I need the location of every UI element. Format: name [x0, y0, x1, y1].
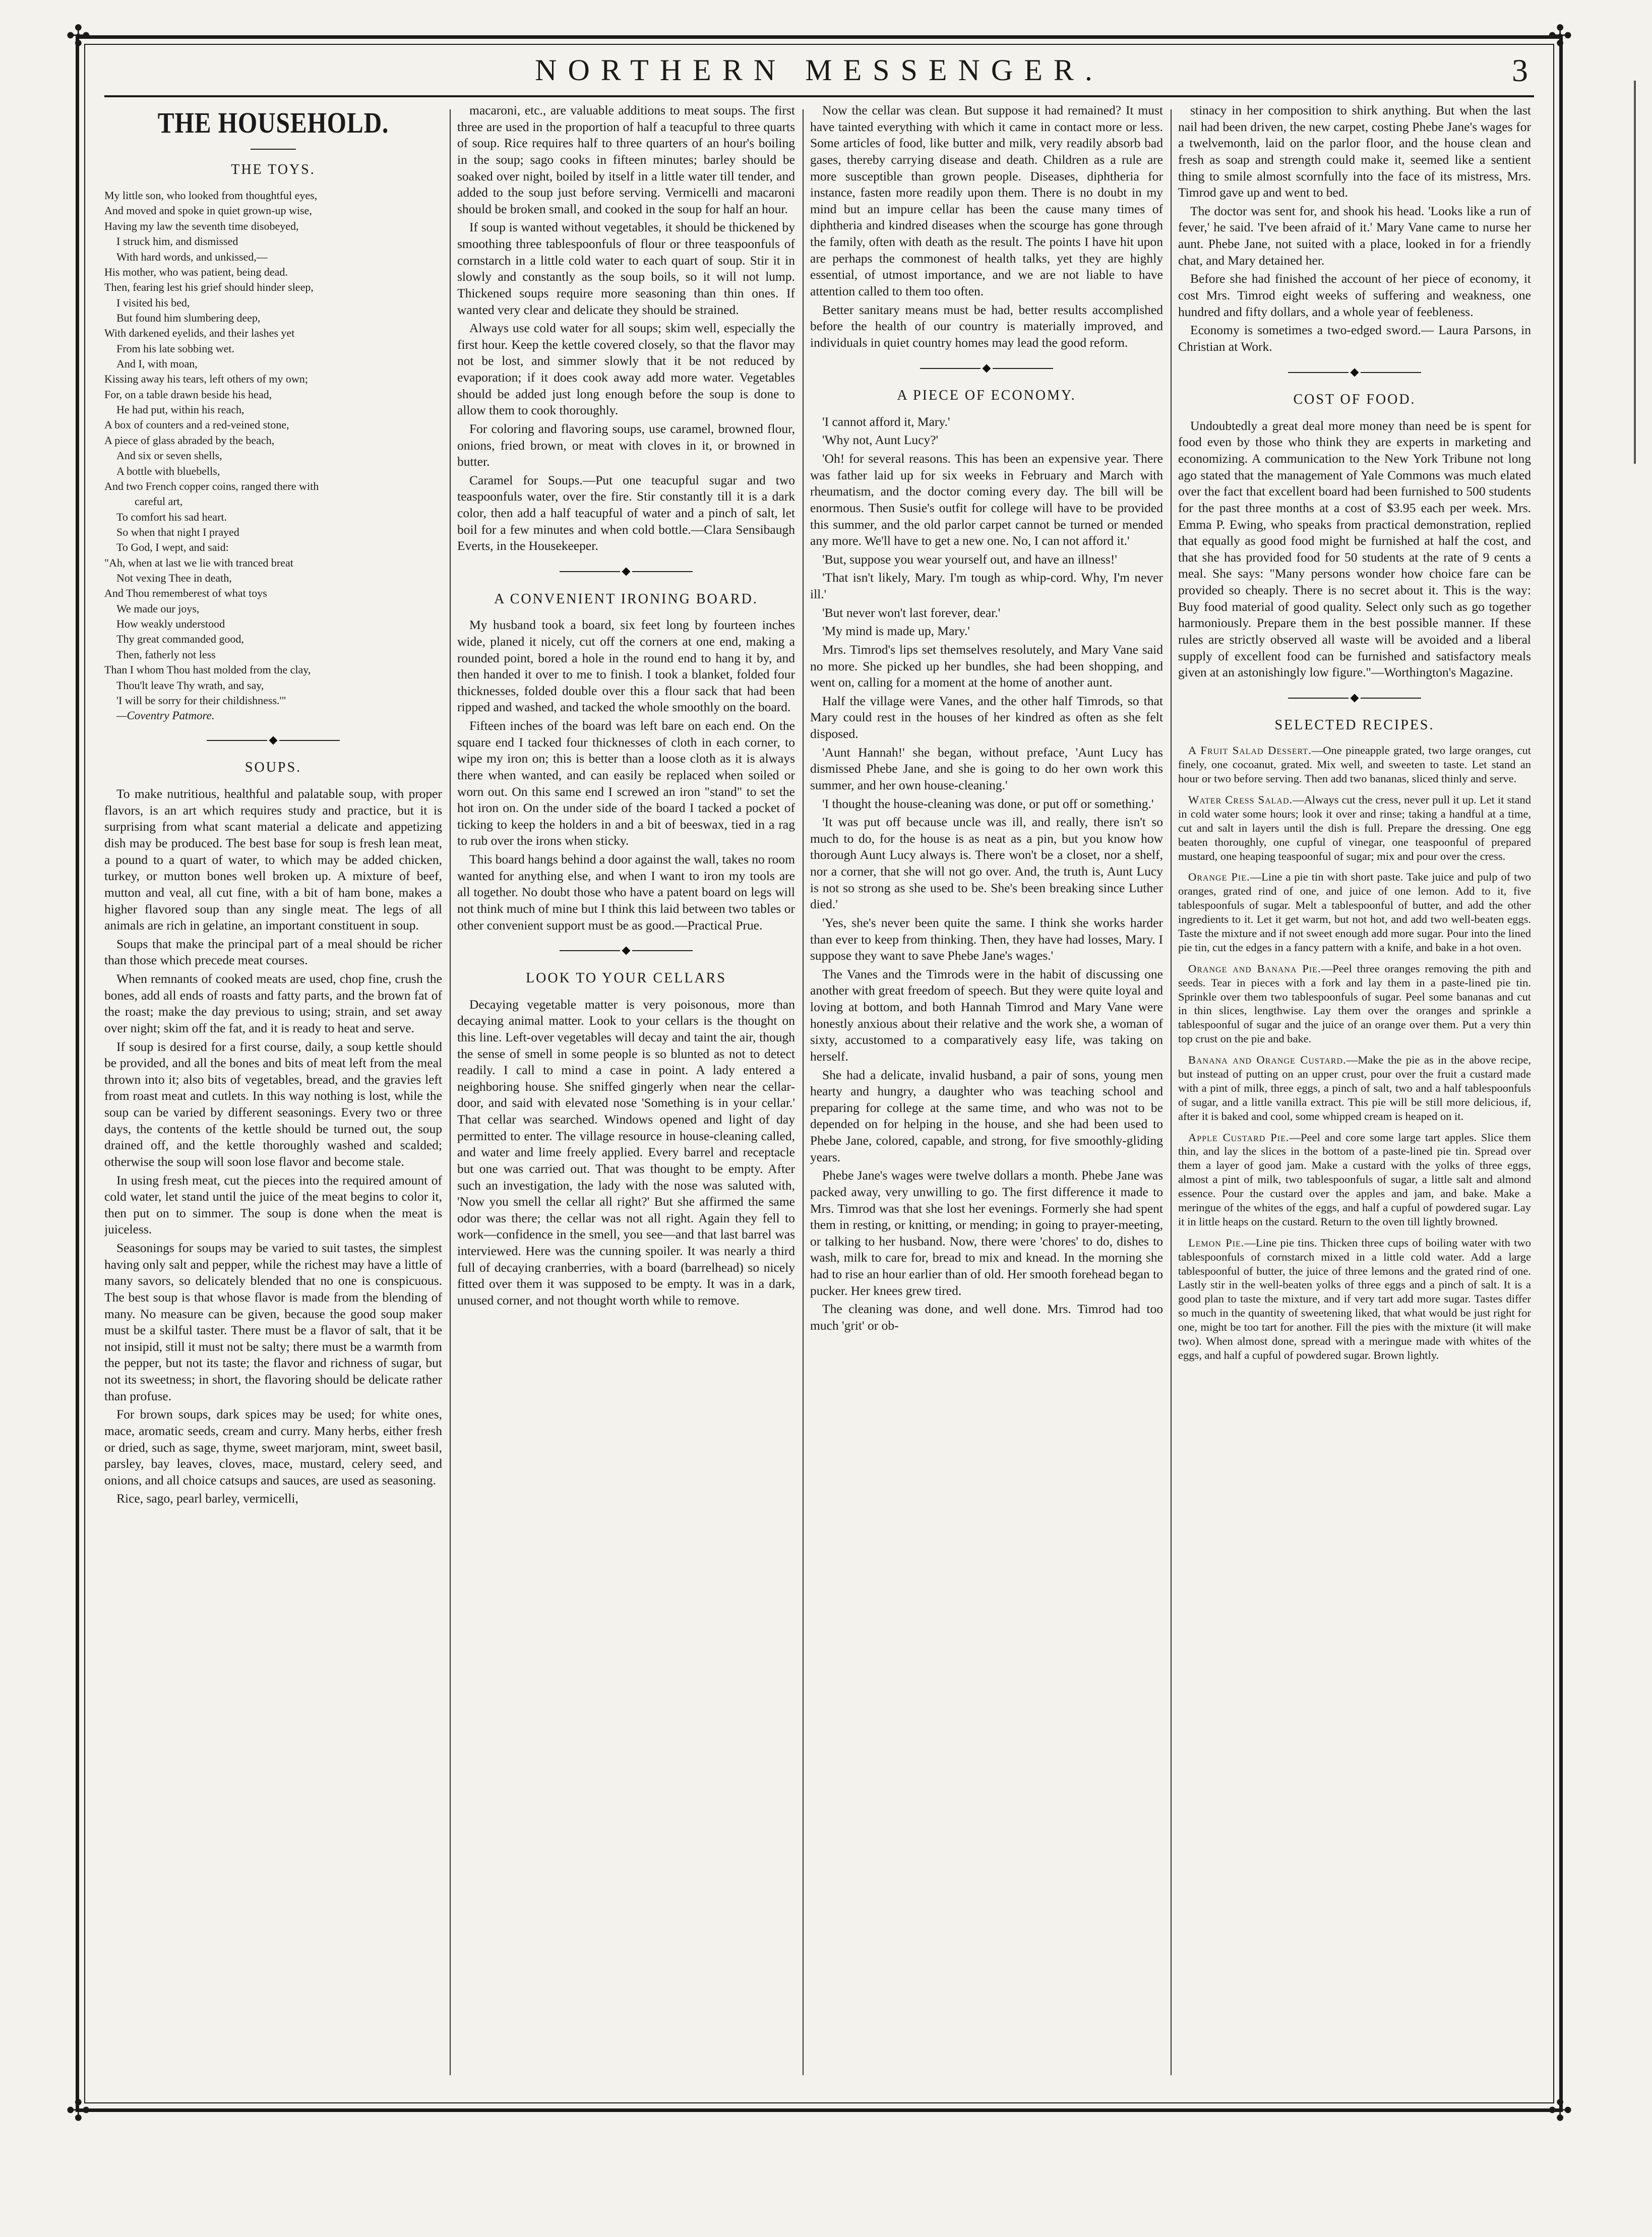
paragraph: 'But, suppose you wear yourself out, and have an illness!'	[822, 551, 1117, 567]
recipe-name: Water Cress Salad.	[1188, 793, 1293, 806]
recipe-text: —Always cut the cress, never pull it up. Let it stand in cold water some hours; look it over and rinse; taking a handful at a time, cut and salt in layers until the dish is full. Prepare the dressing. One egg beaten thoroughly, one cupful of vinegar, one teaspoonful of prepared mustard, one heaping teaspoonful of sugar; mix and pour over the cress.	[1178, 793, 1531, 862]
poem-line: "Ah, when at last we lie with tranced breat	[104, 556, 293, 569]
recipe-text: —Line a pie tin with short paste. Take juice and pulp of two oranges, grated rind of one, and juice of one lemon. Add to it, five tablespoonfuls of sugar. Melt a tablespoonful of butter, and add the other ingredients to it. Let it get warm, but not hot, and add two well-beaten eggs. Taste the mixture and if not sweet enough add more sugar. Pour into the lined pie tin, cut the edges in a fancy pattern with a knife, and bake in a hot oven.	[1178, 871, 1531, 954]
article-body-soups	[104, 786, 442, 1507]
paragraph: macaroni, etc., are valuable additions to meat soups. The first three are used in the proportion of half a teacupful to three quarts of soup. Rice requires half to three quarters of an hour's boiling in the soup; sago cooks in fifteen minutes; barley should be soaked over night, boiled by itself in a little water till tender, and added to the soup just before serving. Vermicelli and macaroni should be broken small, and cooked in the soup for half an hour.	[457, 103, 795, 216]
recipe-item	[1178, 793, 1531, 863]
divider	[251, 149, 296, 150]
article-title-economy: A PIECE OF ECONOMY.	[897, 388, 1076, 403]
paragraph: The cleaning was done, and well done. Mrs. Timrod had too much 'grit' or ob-	[810, 1301, 1163, 1333]
paragraph: Undoubtedly a great deal more money than need be is spent for food even by those who think they are experts in marketing and economizing. A communication to the New York Tribune not long ago stated that the management of Yale Commons was much elated over the fact that excellent board had been furnished to 500 students for the past three months at a cost of $3.95 each per week. Mrs. Emma P. Ewing, who speaks from practical demonstration, replied that equally as good food might be furnished at half the cost, and that she has provided food for 50 students at the rate of 9 cents a meal. She says: "Many persons wonder how choice fare can be provided so cheaply. There is no secret about it. This is the way: Buy food material of good quality. Select only such as go together harmoniously. Prepare them in the best possible manner. If these rules are strictly observed all waste will be avoided and a liberal supply of excellent food can be furnished and satisfactory meals given at an astonishingly low figure."—Worthington's Magazine.	[1178, 418, 1531, 680]
margin-mark	[1634, 81, 1636, 464]
article-title-toys: THE TOYS.	[231, 162, 316, 178]
paragraph: This board hangs behind a door against the wall, takes no room wanted for anything else, and when I want to iron my tools are all together. No doubt those who have a patent board on legs will not think much of mine but I think this laid between two tables or other convenient support must be as good.—Practical Prue.	[457, 852, 795, 933]
article-title-ironing-board: A CONVENIENT IRONING BOARD.	[494, 591, 758, 607]
paragraph: Before she had finished the account of her piece of economy, it cost Mrs. Timrod eight weeks of suffering and weakness, one hundred and fifty dollars, and a whole year of feebleness.	[1178, 271, 1531, 319]
poem-line: To comfort his sad heart.	[116, 510, 227, 523]
paragraph: Caramel for Soups.—Put one teacupful sugar and two teaspoonfuls water, over the fire. Stir constantly till it is a dark color, then add a half teacupful of water and a pinch of salt, let boil for a few minutes and when cold bottle.—Clara Sensibaugh Everts, in the Housekeeper.	[457, 472, 795, 553]
column-rule	[450, 109, 451, 2075]
article-body-cellars	[457, 997, 795, 1309]
poem-line: Having my law the seventh time disobeyed,	[104, 219, 299, 232]
poem-line: How weakly understood	[116, 617, 225, 631]
paragraph: For coloring and flavoring soups, use caramel, browned flour, onions, fried brown, or meat with cloves in it, or browned in butter.	[457, 421, 795, 469]
poem-line: Not vexing Thee in death,	[116, 572, 232, 585]
poem-line: So when that night I prayed	[116, 525, 239, 538]
paragraph: Better sanitary means must be had, better results accomplished before the health of our country is materially improved, and individuals in quiet country homes may lead the good reform.	[810, 302, 1163, 350]
paragraph: To make nutritious, healthful and palatable soup, with proper flavors, is an art which requires study and practice, but it is surprising from what scant material a delicate and appetizing dish may be produced. The best base for soup is fresh lean meat, a pound to a quart of water, to which may be added chicken, turkey, or mutton bones well broken up. A mixture of beef, mutton and veal, all cut fine, with a bit of ham bone, makes a higher flavored soup than any single meat. The legs of all animals are rich in gelatine, an important constituent in soup.	[104, 786, 442, 933]
recipe-name: A Fruit Salad Dessert.	[1188, 744, 1312, 757]
article-body-cellars-continued	[810, 102, 1163, 351]
paragraph: Phebe Jane's wages were twelve dollars a month. Phebe Jane was packed away, very unwilling to go. The first difference it made to Mrs. Timrod was that she lost her evenings. Formerly she had spent them in resting, or knitting, or mending; in going to prayer-meeting, or talking to her husband. Now, there were 'chores' to do, dishes to wash, milk to care for, bread to mix and knead. In the morning she had to rise an hour earlier than of old. Her smooth forehead began to pucker. Her knees grew tired.	[810, 1168, 1163, 1298]
paragraph: My husband took a board, six feet long by fourteen inches wide, planed it nicely, cut off the corners at one end, making a rounded point, bored a hole in the round end to hang it by, and then handed it over to me to finish. I took a blanket, folded four thicknesses, folded double over this a flour sack that had been ripped and washed, and tacked the whole smoothly on the board.	[457, 617, 795, 715]
paragraph: stinacy in her composition to shirk anything. But when the last nail had been driven, the new carpet, costing Phebe Jane's wages for a twelvemonth, laid on the parlor floor, and the house clean and fresh as soap and strength could make it, seemed like a sentient thing to smile almost scornfully into the face of its mistress, Mrs. Timrod gave up and went to bed.	[1178, 103, 1531, 200]
poem-line: With darkened eyelids, and their lashes yet	[104, 327, 295, 340]
poem-line: And six or seven shells,	[116, 449, 222, 462]
column-4	[1178, 102, 1531, 2078]
poem-line: Thy great commanded good,	[116, 633, 244, 646]
paragraph: 'I cannot afford it, Mary.'	[822, 414, 950, 429]
ornament-divider	[1178, 689, 1531, 706]
article-body-economy	[810, 414, 1163, 1334]
poem-line: Kissing away his tears, left others of my own;	[104, 372, 308, 386]
paragraph: 'Why not, Aunt Lucy?'	[822, 432, 939, 448]
poem-attribution: —Coventry Patmore.	[116, 709, 215, 722]
poem-the-toys	[104, 188, 442, 708]
recipe-item	[1178, 743, 1531, 786]
poem-line: His mother, who was patient, being dead.	[104, 265, 288, 278]
paragraph: 'That isn't likely, Mary. I'm tough as whip-cord. Why, I'm never ill.'	[810, 570, 1163, 602]
poem-line: For, on a table drawn beside his head,	[104, 388, 272, 401]
recipe-item	[1178, 1131, 1531, 1229]
paragraph: Decaying vegetable matter is very poisonous, more than decaying animal matter. Look to your cellars is the thought on this line. Left-over vegetables will decay and taint the air, though the sense of smell in some people is so blunted as not to detect readily. I call to mind a case in point. A lady entered a neighboring house. She sniffed gingerly when near the cellar-door, and said with elevated nose 'Something is in your cellar.' That cellar was searched. Windows opened and light of day permitted to enter. The village resource in house-cleaning called, and water and lime freely applied. Every barrel and receptacle but one was carried out. That was thought to be empty. After such an investigation, the lady with the nose was saluted with, 'Now you smell the cellar all right?' But she affirmed the same odor was there; the cellar was not all right. Again they fell to work—confidence in the smell, you see—and that last barrel was interviewed. Here was the cunning spoiler. It was nearly a third full of decaying cranberries, with a board (barrelhead) so nicely fitted over them it was supposed to be empty. It was in a dark, unused corner, and not thought worth while to remove.	[457, 997, 795, 1308]
paragraph: Rice, sago, pearl barley, vermicelli,	[116, 1491, 298, 1506]
poem-line: I visited his bed,	[116, 296, 190, 309]
poem-line: From his late sobbing wet.	[116, 342, 235, 355]
recipe-item	[1178, 962, 1531, 1046]
recipe-text: —One pineapple grated, two large oranges, cut finely, one cocoanut, grated. Mix well, and sweeten to taste. Let stand an hour or two before serving. Then add two bananas, sliced thinly and serve.	[1178, 744, 1531, 785]
paragraph: Half the village were Vanes, and the other half Timrods, so that Mary could rest in the houses of her kindred as often as she felt disposed.	[810, 693, 1163, 741]
recipe-text: —Peel three oranges removing the pith and seeds. Tear in pieces with a fork and lay them in a paste-lined pie tin. Sprinkle over them two tablespoonfuls of sugar. Peel some bananas and cut in thin slices, lengthwise. Lay them over the oranges and sprinkle a tablespoonful of sugar and the juice of an orange over them. Put a very thin top crust on the pie and bake.	[1178, 962, 1531, 1045]
ornament-divider	[810, 359, 1163, 376]
paragraph: 'My mind is made up, Mary.'	[822, 624, 970, 639]
poem-line: He had put, within his reach,	[116, 403, 244, 416]
poem-line: A bottle with bluebells,	[116, 464, 220, 477]
paragraph: 'I thought the house-cleaning was done, or put off or something.'	[822, 796, 1154, 811]
poem-line: To God, I wept, and said:	[116, 541, 229, 554]
newspaper-page	[66, 20, 1572, 2127]
paragraph: Now the cellar was clean. But suppose it had remained? It must have tainted everything with which it came in contact more or less. Some articles of food, like butter and milk, very readily absorb bad gases, thereby carrying disease and death. Children as a rule are more susceptible than grown people. Diseases, diphtheria for instance, fasten more readily upon them. There is no doubt in my mind but an impure cellar has been the cause many times of diphtheria and kindred diseases when the scourge has gone through the family, often with death as the result. The points I have hit upon are perhaps the commonest of health talks, yet they are highly essential, of utmost importance, and we are not liable to have attention called to them too often.	[810, 103, 1163, 298]
paragraph: If soup is wanted without vegetables, it should be thickened by smoothing three tablespoonfuls of flour or three teaspoonfuls of cornstarch in a little cold water to each quart of soup. Stir it in slowly and constantly as the soup boils, so it will not lump. Thickened soups require more seasoning than thin ones. If wanted very clear and delicate they should be strained.	[457, 220, 795, 317]
article-title-recipes: SELECTED RECIPES.	[1274, 717, 1435, 733]
recipe-name: Orange and Banana Pie.	[1188, 962, 1321, 975]
paragraph: When remnants of cooked meats are used, chop fine, crush the bones, add all ends of roasts and fatty parts, and the brown fat of the roast; make the day previous to using; strain, and set away over night; skim off the fat, and it is ready to heat and serve.	[104, 971, 442, 1035]
poem-line: Than I whom Thou hast molded from the clay,	[104, 663, 311, 676]
article-body-soups-continued	[457, 102, 795, 554]
corner-ornament-bottom-left: ✣	[66, 2094, 91, 2127]
ornament-divider	[457, 563, 795, 579]
paragraph: In using fresh meat, cut the pieces into the required amount of cold water, let stand until the juice of the meat begins to color it, then put on to simmer. The soup is done when the meat is juiceless.	[104, 1172, 442, 1237]
poem-line: We made our joys,	[116, 602, 200, 615]
paragraph: 'Yes, she's never been quite the same. I think she works harder than ever to keep from thinking. Then, they have had losses, Mary. I suppose they want to save Phebe Jane's wages.'	[810, 915, 1163, 963]
section-heading-household: THE HOUSEHOLD.	[157, 106, 389, 139]
poem-line: Then, fatherly not less	[116, 648, 216, 661]
poem-line: And two French copper coins, ranged there with	[104, 479, 319, 492]
poem-line: 'I will be sorry for their childishness.'"	[116, 694, 286, 707]
masthead	[104, 47, 1534, 97]
poem-line: Thou'lt leave Thy wrath, and say,	[116, 678, 264, 692]
corner-ornament-top-right: ✣	[1548, 20, 1572, 52]
poem-line: With hard words, and unkissed,—	[116, 250, 268, 263]
corner-ornament-top-left: ✣	[66, 20, 91, 52]
paragraph: The Vanes and the Timrods were in the habit of discussing one another with great freedom of speech. But they were quite loyal and loving at bottom, and both Hannah Timrod and Mary Vane were honestly anxious about their relative and the work she, a woman of sixty, accustomed to a comparatively easy life, was taking on herself.	[810, 966, 1163, 1064]
article-body-ironing-board	[457, 617, 795, 934]
poem-line: And Thou rememberest of what toys	[104, 587, 267, 600]
recipe-name: Banana and Orange Custard.	[1188, 1053, 1347, 1067]
paragraph: For brown soups, dark spices may be used; for white ones, mace, aromatic seeds, cream and curry. Many herbs, either fresh or dried, such as sage, thyme, sweet marjoram, mint, sweet basil, parsley, bay leaves, cloves, mace, mustard, celery seed, and onions, and all choice catsups and sauces, are used as seasoning.	[104, 1407, 442, 1487]
column-1	[104, 102, 442, 2078]
article-body-cost-of-food	[1178, 418, 1531, 681]
paragraph: Seasonings for soups may be varied to suit tastes, the simplest having only salt and pepper, while the richest may have a little of many savors, so delicately blended that no one is conspicuous. The best soup is that whose flavor is made from the blending of many. No measure can be given, because the good soup maker must be a skilful taster. There must be a flavor of salt, that it be not insipid, still it must not be salty; there must be a warmth from the pepper, but not its taste; the flavor and richness of sugar, but not its sweetness; in short, the flavoring should be delicate rather than profuse.	[104, 1240, 442, 1403]
paragraph: She had a delicate, invalid husband, a pair of sons, young men hearty and hungry, a daughter who was teaching school and preparing for college at the same time, and who was not to be depended on for helping in the house, and she had been used to Phebe Jane, colored, capable, and strong, for five smoothly-gliding years.	[810, 1067, 1163, 1164]
paragraph: Fifteen inches of the board was left bare on each end. On the square end I tacked four thicknesses of cloth in each corner, to wipe my iron on; this is better than a loose cloth as it is always there when wanted, and can easily be replaced when soiled or worn out. On this same end I screwed an iron "stand" to set the hot iron on. On the under side of the board I tacked a pocket of ticking to keep the holders in and a bit of beeswax, tied in a rag to rub over the irons when sticky.	[457, 718, 795, 848]
page-number: 3	[1512, 52, 1528, 88]
column-2	[457, 102, 795, 2078]
poem-line: Then, fearing lest his grief should hinder sleep,	[104, 281, 314, 294]
paragraph: If soup is desired for a first course, daily, a soup kettle should be provided, and all the bones and bits of meat left from the meal thrown into it; also bits of vegetables, bread, and the gravies left from roast meat and cutlets. In this way nothing is lost, while the soup can be varied by different seasonings. Every two or three days, the contents of the kettle should be turned out, the soup drained off, and the kettle thoroughly washed and scalded; otherwise the soup will soon lose flavor and become stale.	[104, 1039, 442, 1169]
recipe-name: Orange Pie.	[1188, 871, 1250, 884]
paragraph: Mrs. Timrod's lips set themselves resolutely, and Mary Vane said no more. She picked up her bundles, she had been shopping, and went on, calling for a moment at the home of another aunt.	[810, 642, 1163, 690]
poem-line: And I, with moan,	[116, 357, 198, 370]
paragraph: Economy is sometimes a two-edged sword.— Laura Parsons, in Christian at Work.	[1178, 323, 1531, 354]
column-3	[810, 102, 1163, 2078]
paragraph: 'Oh! for several reasons. This has been an expensive year. There was father laid up for six weeks in February and March with rheumatism, and the doctor coming every day. The bill will be enormous. Then Susie's outfit for college will have to be provided this summer, and the old parlor carpet cannot be turned or mended any more. We'll have to get a new one. No, I can not afford it.'	[810, 451, 1163, 548]
poem-line: But found him slumbering deep,	[116, 311, 261, 324]
article-title-soups: SOUPS.	[244, 760, 302, 776]
ornament-divider	[457, 942, 795, 958]
ornament-divider	[104, 731, 442, 748]
recipe-name: Apple Custard Pie.	[1188, 1131, 1290, 1144]
corner-ornament-bottom-right: ✣	[1548, 2094, 1572, 2127]
article-title-cost-of-food: COST OF FOOD.	[1293, 392, 1416, 407]
ornament-divider	[1178, 363, 1531, 380]
column-rule	[803, 109, 804, 2075]
recipe-list	[1178, 743, 1531, 1362]
recipe-text: —Peel and core some large tart apples. Slice them thin, and lay the slices in the bottom of a paste-lined pie tin. Spread over them a layer of good jam. Make a custard with the yolks of three eggs, almost a pint of milk, two tablespoonfuls of sugar, a little salt and almond essence. Pour the custard over the apples and jam, and bake. Make a meringue of the whites of the eggs, and half a cupful of powdered sugar. Lay it in little heaps on the custard. Return to the oven till lightly browned.	[1178, 1131, 1531, 1228]
paragraph: Soups that make the principal part of a meal should be richer than those which precede meat courses.	[104, 936, 442, 968]
paragraph: Always use cold water for all soups; skim well, especially the first hour. Keep the kettle covered closely, so that the flavor may not be lost, and simmer slowly that it be not reduced by evaporation; if it does cook away add more water. Vegetables should be added just long enough before the soup is done to allow them to cook thoroughly.	[457, 321, 795, 418]
article-title-cellars: LOOK TO YOUR CELLARS	[526, 970, 726, 986]
poem-line: careful art,	[135, 495, 183, 508]
recipe-name: Lemon Pie.	[1188, 1236, 1245, 1249]
poem-line: I struck him, and dismissed	[116, 235, 238, 248]
recipe-item	[1178, 1053, 1531, 1123]
recipe-text: —Make the pie as in the above recipe, but instead of putting on an upper crust, pour over the fruit a custard made with a pint of milk, three eggs, a pinch of salt, two and a half tablespoonfuls of sugar, and a little vanilla extract. This pie will be still more delicious, if, after it is baked and cool, some whipped cream is heaped on it.	[1178, 1053, 1531, 1123]
paragraph: 'Aunt Hannah!' she began, without preface, 'Aunt Lucy has dismissed Phebe Jane, and she is going to do her own work this summer, and her own house-cleaning.'	[810, 744, 1163, 792]
poem-line: And moved and spoke in quiet grown-up wise,	[104, 204, 312, 217]
recipe-item	[1178, 870, 1531, 954]
recipe-text: —Line pie tins. Thicken three cups of boiling water with two tablespoonfuls of cornstarch mixed in a little cold water. Add a large tablespoonful of butter, the juice of three lemons and the grated rind of one. Lastly stir in the well-beaten yolks of three eggs and a pinch of salt. It is a good plan to taste the mixture, and if very tart add more sugar. Tastes differ so much in the quantity of sweetening liked, that what would be just right for one, might be too tart for another. Fill the pies with the mixture (it will make two). When almost done, spread with a meringue made with whites of the eggs, and half a cupful of powdered sugar. Brown lightly.	[1178, 1236, 1531, 1361]
poem-line: My little son, who looked from thoughtful eyes,	[104, 189, 318, 202]
poem-line: A piece of glass abraded by the beach,	[104, 433, 275, 447]
poem-line: A box of counters and a red-veined stone,	[104, 418, 289, 431]
article-body-economy-continued	[1178, 102, 1531, 355]
paragraph: 'But never won't last forever, dear.'	[822, 605, 1001, 620]
recipe-item	[1178, 1236, 1531, 1362]
paragraph: The doctor was sent for, and shook his head. 'Looks like a run of fever,' he said. 'I've been afraid of it.' Mary Vane came to nurse her aunt. Phebe Jane, not suited with a place, looked in for a friendly chat, and Mary detained her.	[1178, 203, 1531, 268]
masthead-title: NORTHERN MESSENGER.	[535, 53, 1104, 87]
column-rule	[1171, 109, 1172, 2075]
paragraph: 'It was put off because uncle was ill, and really, there isn't so much to do, for the house is as neat as a pin, but you know how thorough Aunt Lucy always is. There won't be a closet, nor a shelf, nor a corner, that she will not go over. And, the truth is, Aunt Lucy is not so strong as she used to be. She's been breaking since Luther died.'	[810, 815, 1163, 912]
